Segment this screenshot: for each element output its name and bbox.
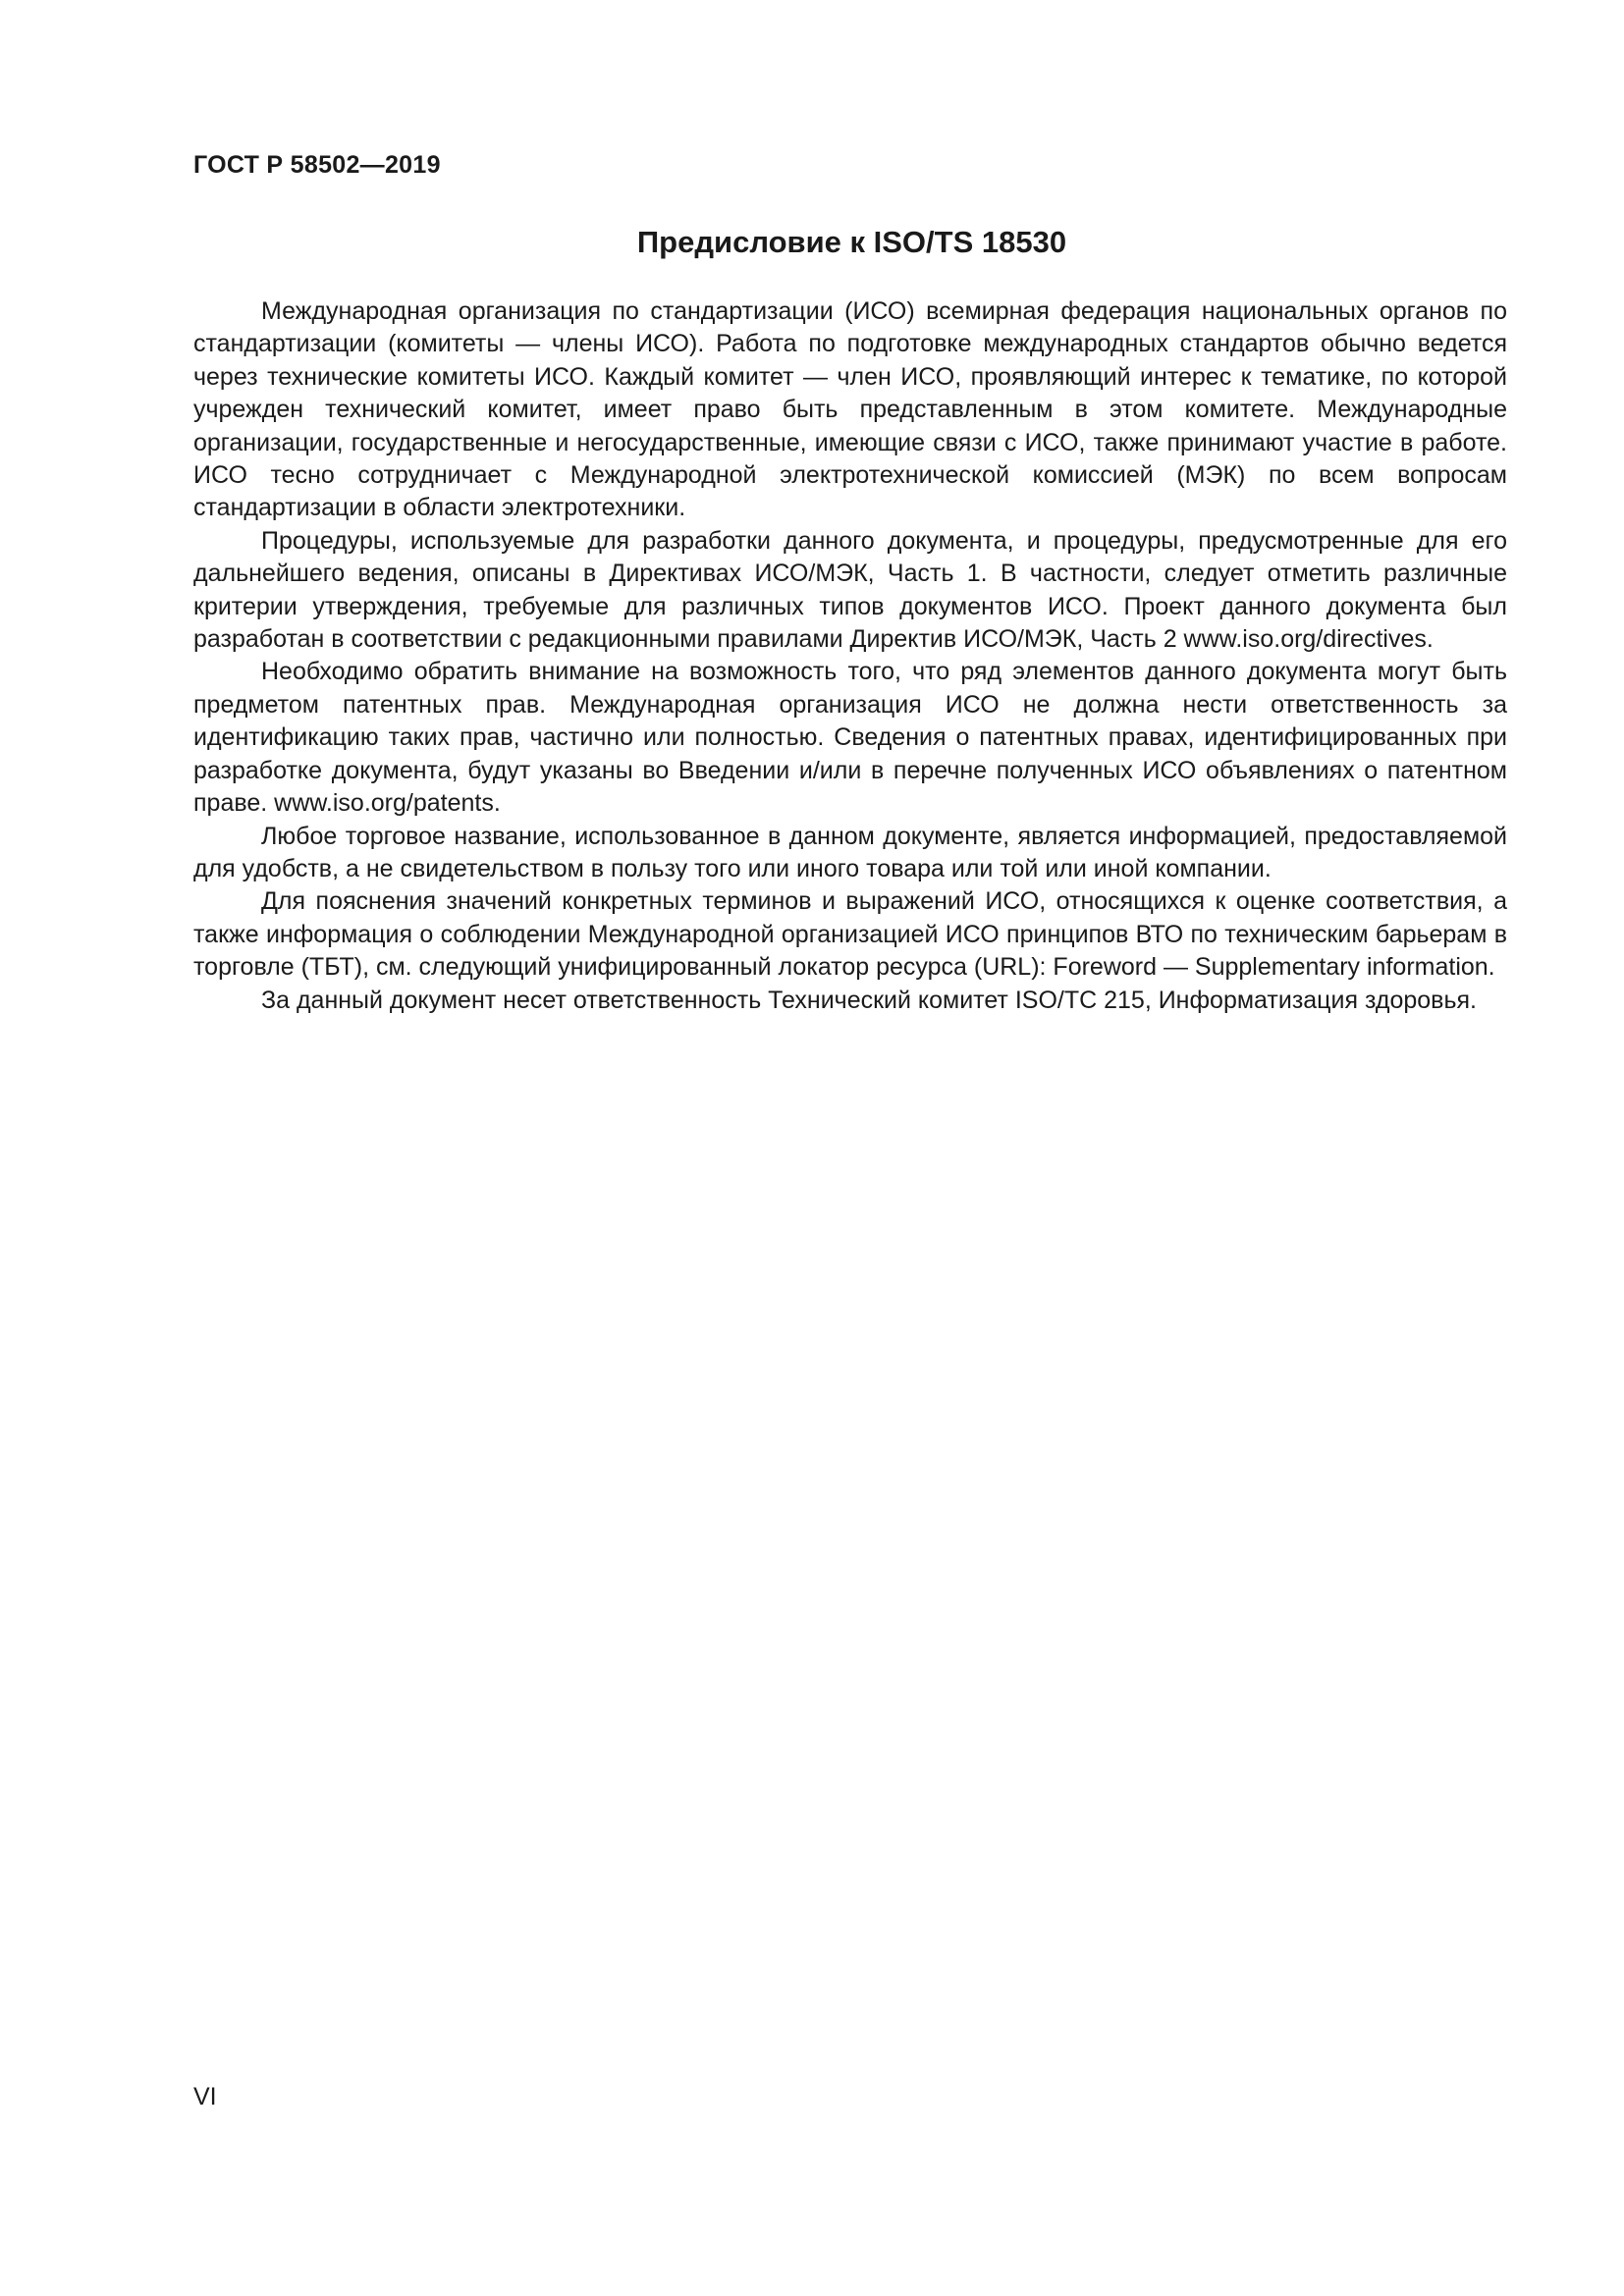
paragraph-trade-names: Любое торговое название, использованное в данном документе, является информацией, предоставляемой для удобств, а не свидетельством в пользу того или иного товара или той или иной компании.	[193, 822, 1507, 882]
paragraph-procedures: Процедуры, используемые для разработки данного документа, и процедуры, предусмотренные для его дальнейшего ведения, описаны в Директивах ИСО/МЭК, Часть 1. В частности, следует отметить различные критерии утверждения, требуемые для различных типов документов ИСО. Проект данного документа был разработан в соответствии с редакционными правилами Директив ИСО/МЭК, Часть 2 www.iso.org/directives.	[193, 526, 1507, 654]
paragraph-committee: За данный документ несет ответственность Технический комитет ISO/TC 215, Информатизация здоровья.	[261, 986, 1477, 1014]
paragraph-iso-organization: Международная организация по стандартизации (ИСО) всемирная федерация национальных органов по стандартизации (комитеты — члены ИСО). Работа по подготовке международных стандартов обычно ведется через технические комитеты ИСО. Каждый комитет — член ИСО, проявляющий интерес к тематике, по которой учрежден технический комитет, имеет право быть представленным в этом комитете. Международные организации, государственные и негосударственные, имеющие связи с ИСО, также принимают участие в работе. ИСО тесно сотрудничает с Международной электротехнической комиссией (МЭК) по всем вопросам стандартизации в области электротехники.	[193, 297, 1507, 522]
paragraph-patents: Необходимо обратить внимание на возможность того, что ряд элементов данного документа могут быть предметом патентных прав. Международная организация ИСО не должна нести ответственность за идентификацию таких прав, частично или полностью. Сведения о патентных правах, идентифицированных при разработке документа, будут указаны во Введении и/или в перечне полученных ИСО объявлениях о патентном праве. www.iso.org/patents.	[193, 658, 1507, 818]
section-body	[193, 295, 1507, 1017]
paragraph-conformity: Для пояснения значений конкретных терминов и выражений ИСО, относящихся к оценке соответствия, а также информация о соблюдении Международной организацией ИСО принципов ВТО по техническим барьерам в торговле (ТБТ), см. следующий унифицированный локатор ресурса (URL): Foreword — Supplementary information.	[193, 887, 1507, 982]
page-number: VI	[193, 2083, 217, 2110]
section-title: Предисловие к ISO/TS 18530	[636, 225, 1067, 259]
document-header: ГОСТ Р 58502—2019	[193, 151, 441, 179]
